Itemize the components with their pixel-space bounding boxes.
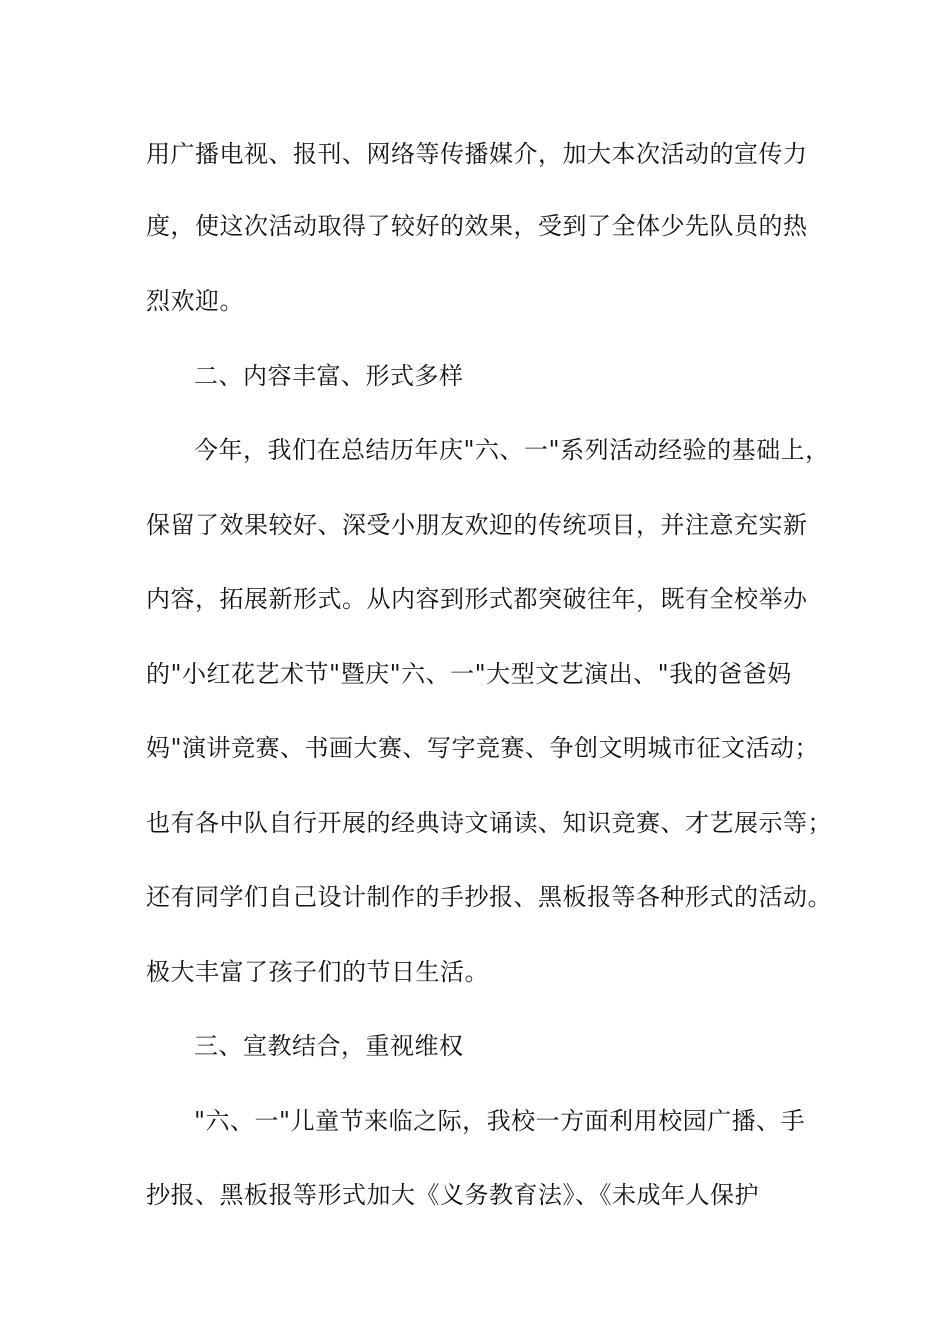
- paragraph-line: 烈欢迎。: [146, 287, 244, 315]
- section-heading: 三、宣教结合，重视维权: [194, 1032, 464, 1060]
- paragraph-line: 度，使这次活动取得了较好的效果，受到了全体少先队员的热: [146, 212, 808, 240]
- paragraph-line: 妈"演讲竞赛、书画大赛、写字竞赛、争创文明城市征文活动；: [146, 734, 820, 762]
- section-heading: 二、内容丰富、形式多样: [194, 362, 464, 390]
- paragraph-line: 极大丰富了孩子们的节日生活。: [146, 958, 489, 986]
- paragraph-line: 还有同学们自己设计制作的手抄报、黑板报等各种形式的活动。: [146, 883, 832, 911]
- paragraph-line: 抄报、黑板报等形式加大《义务教育法》、《未成年人保护: [146, 1181, 759, 1209]
- paragraph-line: "六、一"儿童节来临之际，我校一方面利用校园广播、手: [194, 1107, 806, 1135]
- paragraph-line: 内容，拓展新形式。从内容到形式都突破往年，既有全校举办: [146, 585, 808, 613]
- paragraph-line: 的"小红花艺术节"暨庆"六、一"大型文艺演出、"我的爸爸妈: [146, 660, 792, 688]
- paragraph-line: 今年，我们在总结历年庆"六、一"系列活动经验的基础上，: [194, 436, 830, 464]
- paragraph-line: 保留了效果较好、深受小朋友欢迎的传统项目，并注意充实新: [146, 511, 808, 539]
- paragraph-line: 用广播电视、报刊、网络等传播媒介，加大本次活动的宣传力: [146, 140, 808, 168]
- paragraph-line: 也有各中队自行开展的经典诗文诵读、知识竞赛、才艺展示等；: [146, 809, 832, 837]
